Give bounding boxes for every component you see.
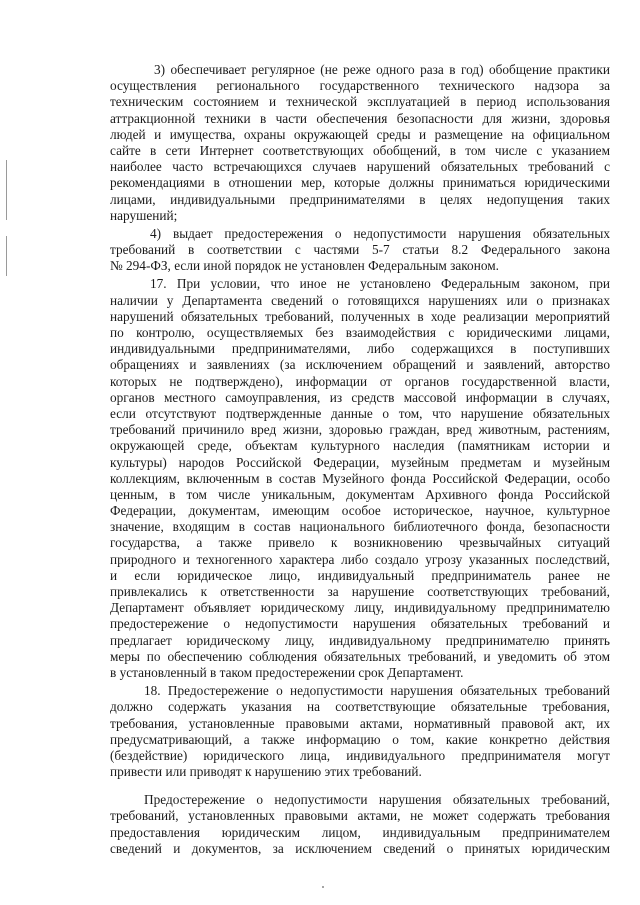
text-line: обращениях и заявлениях (за исключением обращений и заявлений, авторство: [110, 357, 610, 373]
text-line: государства, а также привело к возникновению чрезвычайных ситуаций: [110, 535, 610, 551]
text-line: 4) выдает предостережения о недопустимости нарушения обязательных: [150, 225, 610, 241]
text-line: 17. При условии, что иное не установлено Федеральным законом, при: [150, 276, 610, 292]
text-line: лицами, индивидуальными предпринимателями в целях недопущения таких: [110, 191, 610, 207]
text-line: людей и имущества, охраны окружающей среды и размещение на официальном: [110, 126, 610, 142]
text-line: окружающей среде, объектам культурного наследия (памятникам истории и: [110, 438, 610, 454]
text-line: коллекциям, включенным в состав Музейного фонда Российской Федерации, особо: [110, 470, 610, 486]
text-line: требования, установленные правовыми актами, нормативный правовой акт, их: [110, 715, 610, 731]
text-line: наличии у Департамента сведений о готовящихся нарушениях или о признаках: [110, 292, 610, 308]
text-line: предоставления юридическим лицом, индивидуальным предпринимателем: [110, 824, 610, 840]
scan-margin-mark: [6, 236, 7, 276]
text-line: нарушений обязательных требований, полученных в ходе реализации мероприятий: [110, 308, 610, 324]
text-line: 18. Предостережение о недопустимости нарушения обязательных требований: [144, 683, 610, 699]
text-line: культуры) народов Российской Федерации, музейным предметам и музейным: [110, 454, 610, 470]
paragraph-p18: [110, 683, 610, 780]
paragraph-p18b: [110, 792, 610, 857]
scan-margin-mark: [6, 160, 7, 220]
text-line: нарушений;: [110, 207, 178, 223]
text-line: и если юридическое лицо, индивидуальный предприниматель ранее не: [110, 567, 610, 583]
text-line: ценным, в том числе уникальным, документам Архивного фонда Российской: [110, 486, 610, 502]
text-line: Предостережение о недопустимости нарушения обязательных требований,: [144, 792, 610, 808]
text-line: которых не подтверждено), информации от органов государственной власти,: [110, 373, 610, 389]
text-line: техническим состоянием и технической эксплуатацией в период использования: [110, 94, 610, 110]
paragraph-p3: [110, 62, 610, 224]
document-body: [110, 62, 610, 857]
text-line: сведений и документов, за исключением сведений о принятых юридическим: [110, 840, 610, 856]
text-line: должно содержать указания на соответствующие обязательные требования,: [110, 699, 610, 715]
paragraph-p17: [110, 276, 610, 681]
text-line: в установленный в таком предостережении срок Департамент.: [110, 664, 464, 680]
text-line: требований причинило вред жизни, здоровью граждан, вред животным, растениям,: [110, 422, 610, 438]
text-line: № 294-ФЗ, если иной порядок не установлен Федеральным законом.: [110, 258, 499, 274]
text-line: осуществления регионального государственного технического надзора за: [110, 78, 610, 94]
text-line: привлекались к ответственности за нарушение соответствующих требований,: [110, 584, 610, 599]
text-line: аттракционной техники в части обеспечения безопасности для жизни, здоровья: [110, 110, 610, 126]
text-line: предостережение о недопустимости нарушения обязательных требований и: [110, 616, 610, 632]
text-line: требований в соответствии с частями 5-7 статьи 8.2 Федерального закона: [110, 242, 610, 258]
text-line: сайте в сети Интернет соответствующих обобщений, в том числе с указанием: [110, 142, 610, 158]
text-line: 3) обеспечивает регулярное (не реже одного раза в год) обобщение практики: [154, 62, 610, 77]
text-line: Департамент объявляет юридическому лицу, индивидуальному предпринимателю: [110, 600, 610, 616]
text-line: рекомендациями в отношении мер, которые должны приниматься юридическими: [110, 175, 610, 191]
text-line: предлагает юридическому лицу, индивидуальному предпринимателю принять: [110, 632, 610, 648]
text-line: значение, входящим в состав национального библиотечного фонда, безопасности: [110, 519, 610, 535]
text-line: требований, установленных правовыми актами, не может содержать требования: [110, 808, 610, 824]
text-line: Федерации, документам, имеющим особое историческое, научное, культурное: [110, 503, 610, 519]
text-line: привести или приводят к нарушению этих требований.: [110, 764, 422, 780]
text-line: (бездействие) юридического лица, индивидуального предпринимателя могут: [110, 747, 610, 763]
paragraph-p4: [110, 226, 610, 275]
text-line: меры по обеспечению соблюдения обязательных требований, и уведомить об этом: [110, 648, 610, 664]
text-line: по контролю, осуществляемых без взаимодействия с юридическими лицами,: [110, 325, 610, 340]
text-line: органов местного самоуправления, из средств массовой информации в случаях,: [110, 389, 610, 405]
scan-speck: [322, 886, 324, 888]
text-line: если отсутствуют подтвержденные данные о том, что нарушение обязательных: [110, 405, 610, 421]
text-line: природного и техногенного характера либо создало угрозу указанных последствий,: [110, 551, 610, 567]
text-line: предусматривающий, а также информацию о том, какие конкретно действия: [110, 731, 610, 747]
text-line: наиболее часто встречающихся случаев нарушений обязательных требований с: [110, 159, 610, 175]
text-line: индивидуальными предпринимателями, либо содержащихся в поступивших: [110, 341, 610, 357]
